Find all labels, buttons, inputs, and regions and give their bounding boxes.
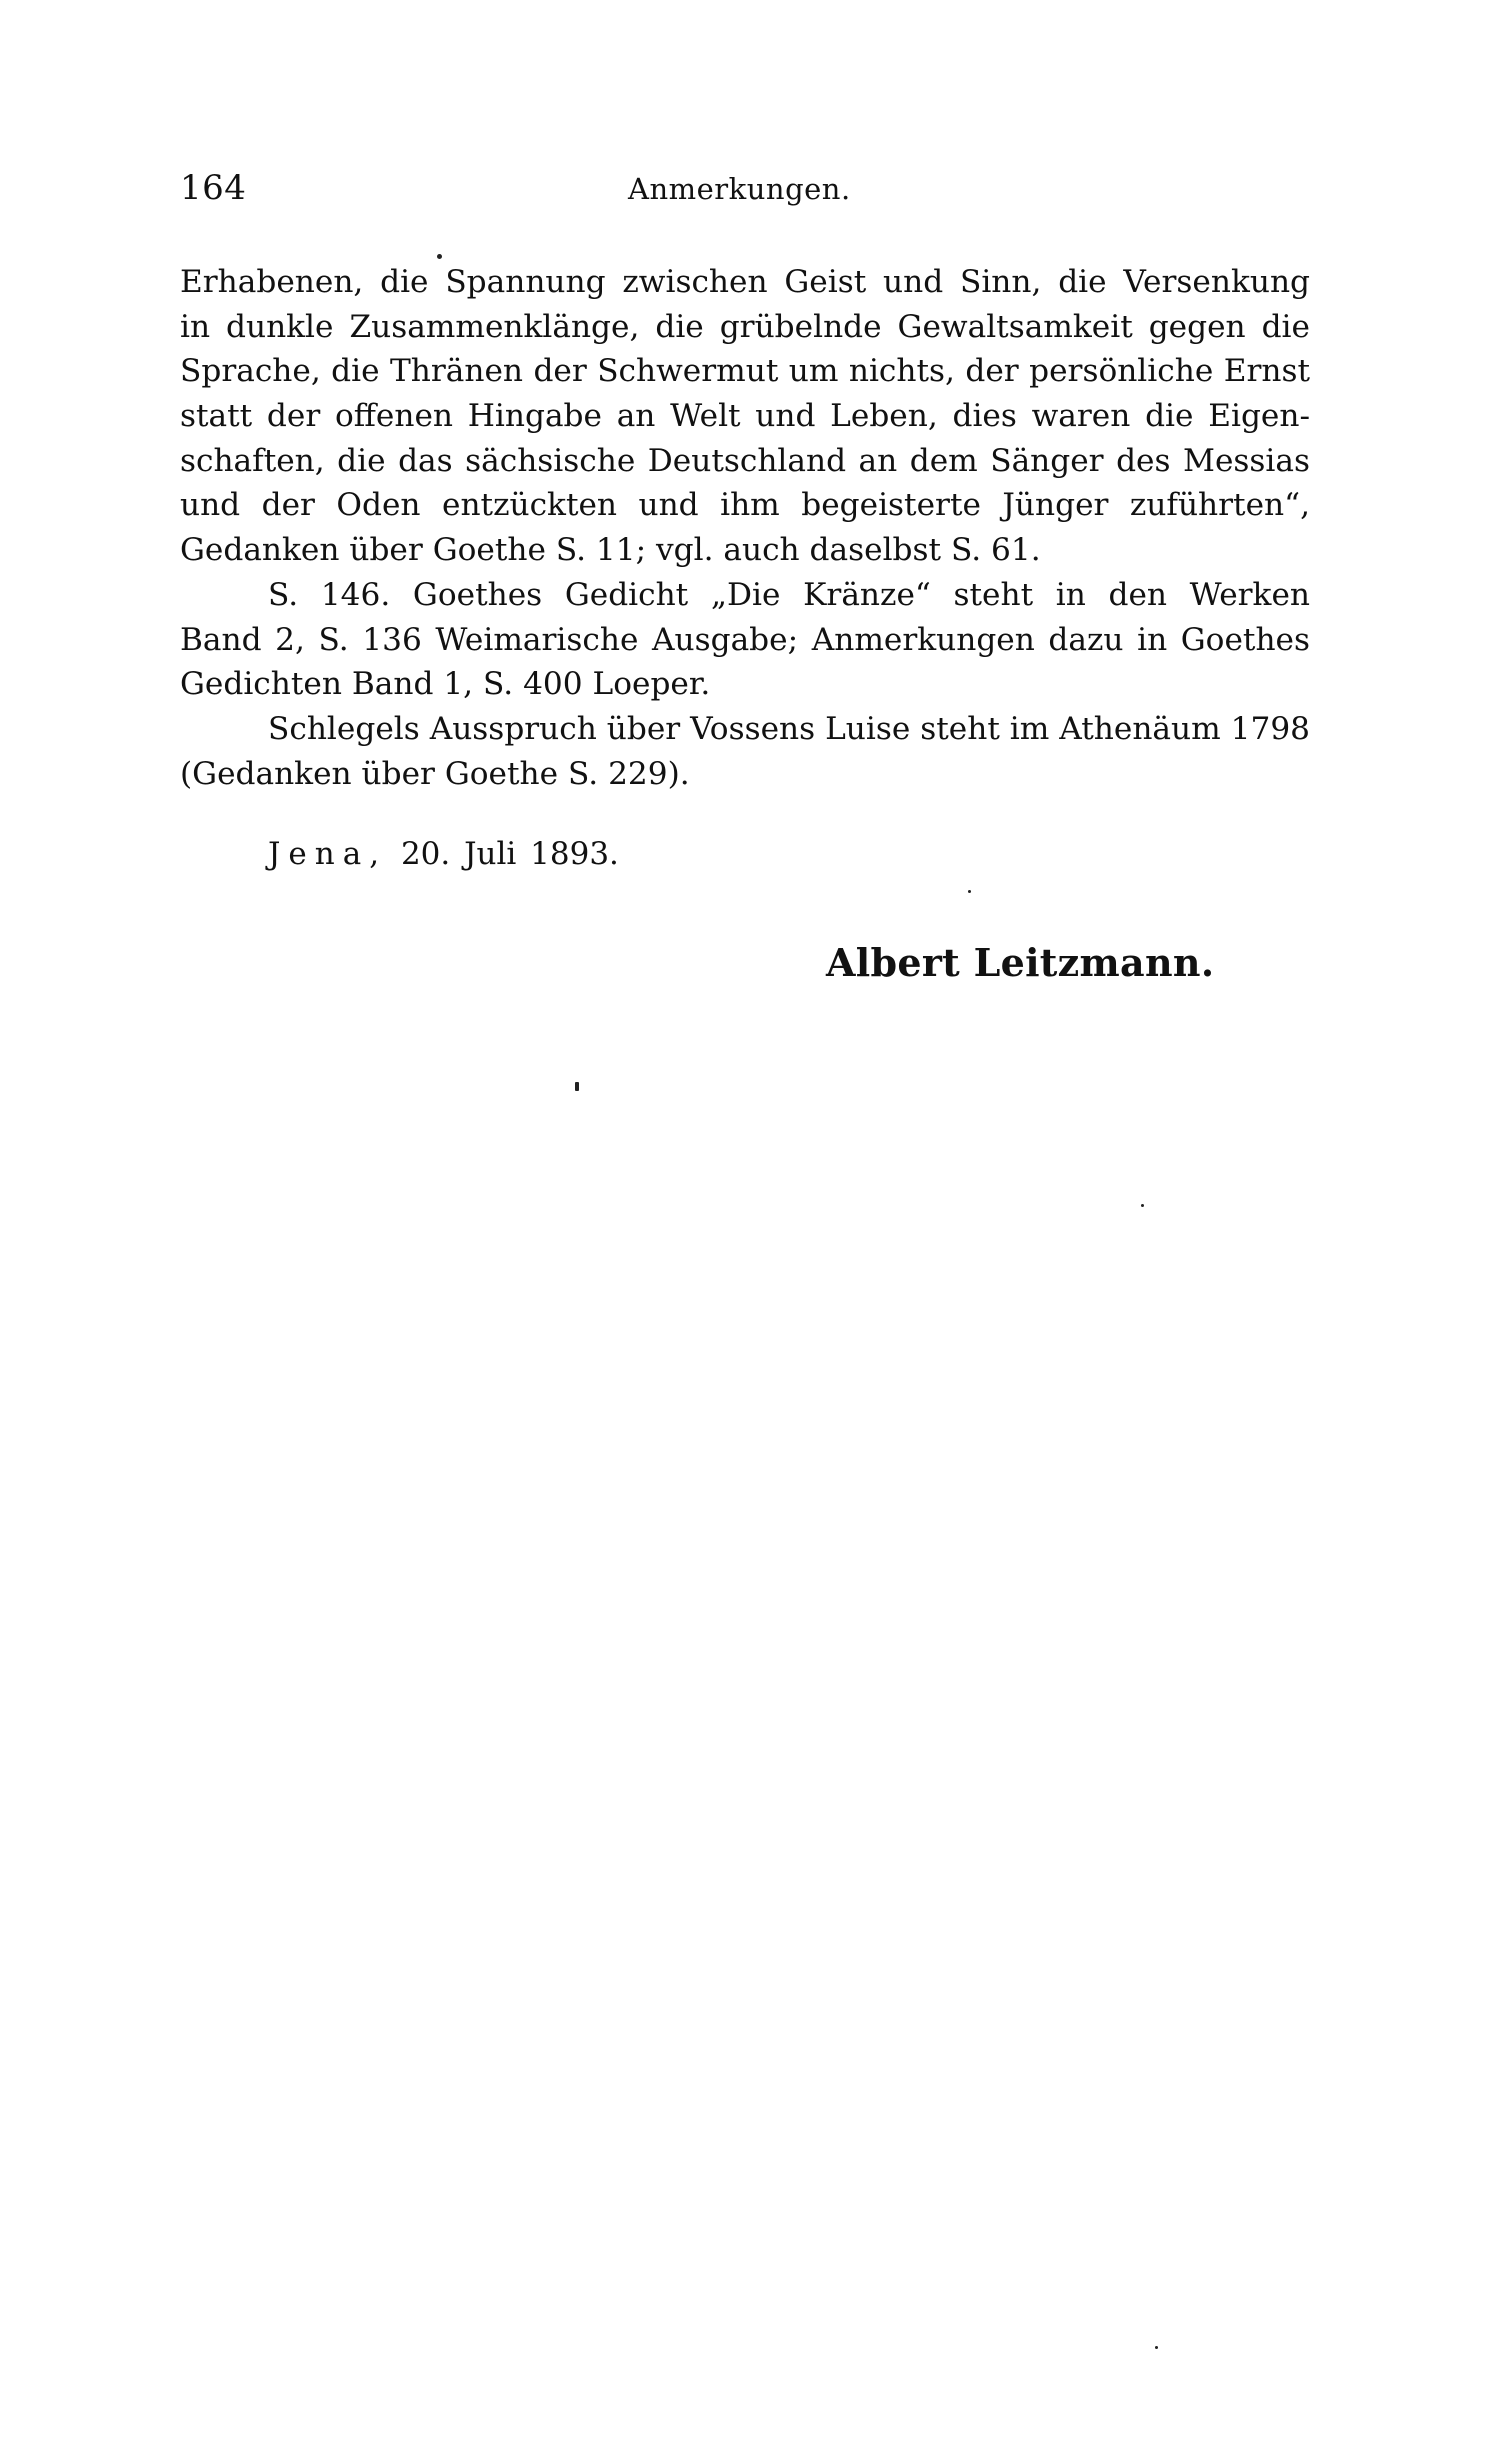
text-line: Schlegels Ausspruch über Vossens Luise steht im Athenäum 1798: [268, 710, 1310, 747]
dateline-date: 20. Juli 1893.: [400, 836, 619, 872]
dateline: [268, 836, 619, 872]
paragraph-note-s146: [180, 573, 1310, 707]
paragraph-continuation: [180, 260, 1310, 573]
text-line: und der Oden entzückten und ihm begeisterte Jünger zuführten“,: [180, 487, 1310, 524]
text-line: Band 2, S. 136 Weimarische Ausgabe; Anmerkungen dazu in Goethes: [180, 621, 1310, 658]
dateline-place: Jena,: [268, 836, 388, 872]
text-line: (Gedanken über Goethe S. 229).: [180, 755, 690, 792]
text-line: schaften, die das sächsische Deutschland an dem Sänger des Messias: [180, 442, 1310, 479]
text-line: S. 146. Goethes Gedicht „Die Kränze“ steht in den Werken: [268, 576, 1310, 613]
author-signature: Albert Leitzmann.: [826, 940, 1215, 985]
paragraph-schlegel: [180, 707, 1310, 796]
text-line: Sprache, die Thränen der Schwermut um nichts, der persönliche Ernst: [180, 353, 1310, 390]
print-speck: [968, 890, 971, 893]
text-line: Gedanken über Goethe S. 11; vgl. auch daselbst S. 61.: [180, 532, 1041, 569]
print-speck: [1155, 2346, 1158, 2349]
print-speck: [575, 1082, 579, 1091]
page-header: [180, 168, 1310, 218]
page-number: 164: [180, 168, 247, 208]
notes-text: [180, 260, 1310, 796]
running-head: Anmerkungen.: [628, 172, 851, 206]
text-line: statt der offenen Hingabe an Welt und Leben, dies waren die Eigen-: [180, 398, 1310, 435]
text-line: Gedichten Band 1, S. 400 Loeper.: [180, 666, 711, 703]
text-line: in dunkle Zusammenklänge, die grübelnde Gewaltsamkeit gegen die: [180, 308, 1310, 345]
print-speck: [437, 254, 442, 259]
text-line: Erhabenen, die Spannung zwischen Geist und Sinn, die Versenkung: [180, 264, 1310, 300]
print-speck: [1141, 1204, 1144, 1207]
